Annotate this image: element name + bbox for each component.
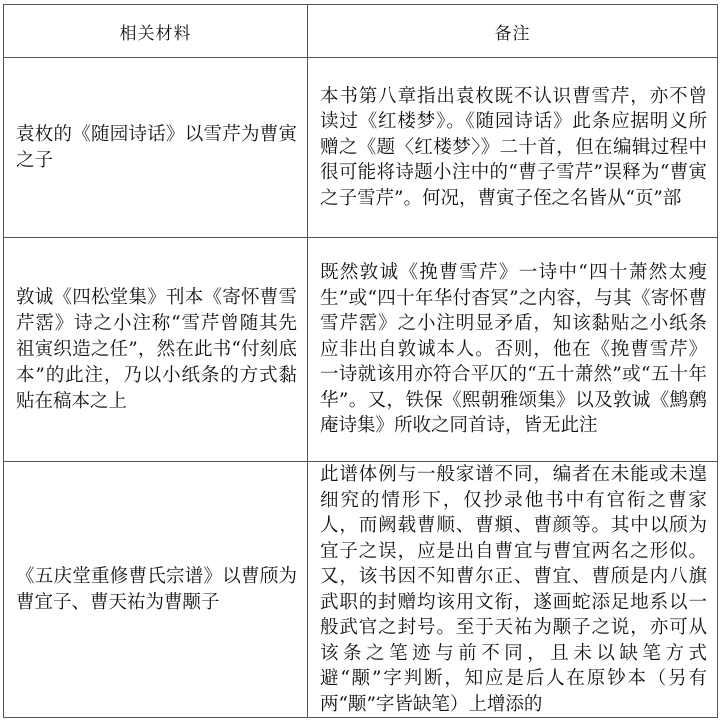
- material-cell: 《五庆堂重修曹氏宗谱》以曹颀为曹宜子、曹天祐为曹颙子: [4, 462, 308, 718]
- note-cell: 本书第八章指出袁枚既不认识曹雪芹，亦不曾读过《红楼梦》。《随园诗话》此条应据明义所赠之《题〈红楼梦〉》二十首，但在编辑过程中很可能将诗题小注中的“曹子雪芹”误释为“曹寅之子雪芹”。何况，曹寅子侄之名皆从“页”部: [308, 58, 718, 238]
- material-cell: 袁枚的《随园诗话》以雪芹为曹寅之子: [4, 58, 308, 238]
- table-header-row: [4, 5, 718, 58]
- table-row: [4, 238, 718, 462]
- note-cell: 既然敦诚《挽曹雪芹》一诗中“四十萧然太瘦生”或“四十年华付杳冥”之内容，与其《寄怀曹雪芹霑》之小注明显矛盾，知该黏贴之小纸条应非出自敦诚本人。否则，他在《挽曹雪芹》一诗就该用亦符合平仄的“五十萧然”或“五十年华”。又，铁保《熙朝雅颂集》以及敦诚《鹪鹩庵诗集》所收之同首诗，皆无此注: [308, 238, 718, 462]
- note-cell: 此谱体例与一般家谱不同，编者在未能或未遑细究的情形下，仅抄录他书中有官衔之曹家人，而阙载曹顺、曹頫、曹颜等。其中以颀为宜子之误，应是出自曹宜与曹宜两名之形似。又，该书因不知曹尔正、曹宜、曹颀是内八旗武职的封赠均该用文衔，遂画蛇添足地系以一般武官之封号。至于天祐为颙子之说，亦可从该条之笔迹与前不同，且未以缺笔方式避“颙”字判断，知应是后人在原钞本（另有两“颙”字皆缺笔）上增添的: [308, 462, 718, 718]
- notes-table: [3, 4, 718, 718]
- table-row: [4, 462, 718, 718]
- header-remarks: 备注: [308, 5, 718, 58]
- header-related-materials: 相关材料: [4, 5, 308, 58]
- material-cell: 敦诚《四松堂集》刊本《寄怀曹雪芹霑》诗之小注称“雪芹曾随其先祖寅织造之任”，然在此书“付刻底本”的此注，乃以小纸条的方式黏贴在稿本之上: [4, 238, 308, 462]
- table-row: [4, 58, 718, 238]
